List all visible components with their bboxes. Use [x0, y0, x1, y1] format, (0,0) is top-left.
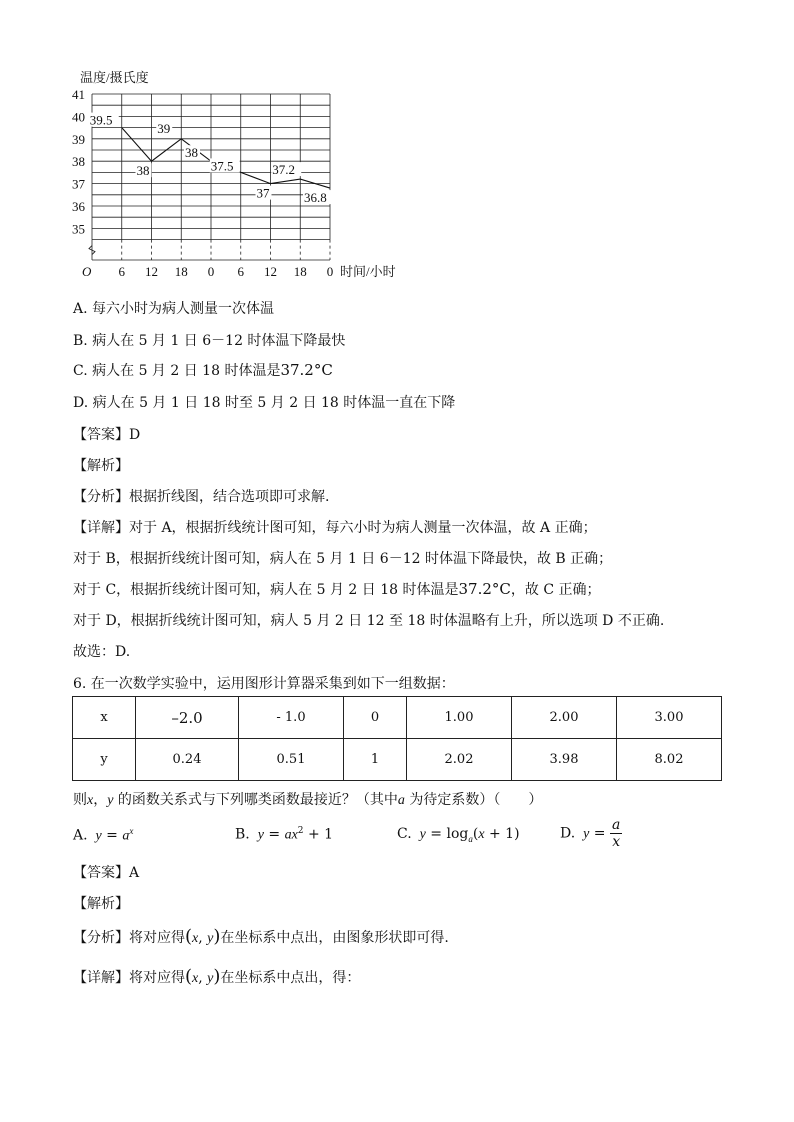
table-cell: 8.02 — [617, 739, 722, 781]
q5-detail-4: 对于 D，根据折线统计图可知，病人 5 月 2 日 12 至 18 时体温略有上升，所以选项 D 不正确. — [73, 613, 665, 629]
q6-analysis-post: 在坐标系中点出，由图象形状即可得. — [220, 930, 449, 946]
table-row-label: y — [73, 739, 136, 781]
data-label: 36.8 — [304, 190, 327, 206]
q5-answer: 【答案】D — [73, 427, 141, 443]
table-cell: 2.02 — [407, 739, 512, 781]
y-tick-label: 37 — [72, 176, 85, 192]
q6-detail-post: 在坐标系中点出，得： — [220, 970, 361, 986]
x-tick-label: 6 — [118, 264, 125, 279]
x-tick-label: 18 — [293, 264, 307, 279]
q6-options — [73, 817, 733, 856]
option-label: B. — [235, 826, 250, 843]
data-label: 37 — [256, 185, 270, 201]
q5-option-c-value: 37.2°C — [280, 361, 333, 379]
option-label: C. — [397, 826, 412, 842]
q5-option-d: D. 病人在 5 月 1 日 18 时至 5 月 2 日 18 时体温一直在下降 — [73, 395, 456, 411]
q6-question — [73, 789, 542, 809]
x-tick-label: 0 — [326, 264, 334, 279]
x-axis-label: 时间/小时 — [340, 264, 396, 279]
q5-detail-3 — [73, 579, 601, 599]
q6-jiexi-heading: 【解析】 — [73, 896, 129, 912]
table-cell: 3.00 — [617, 697, 722, 739]
q5-option-a: A. 每六小时为病人测量一次体温 — [73, 301, 275, 317]
q6-option-b: B. $y = ax^2 + 1$ — [235, 826, 334, 843]
y-tick-label: 39 — [72, 131, 85, 147]
q6-option-d: D. y = $\frac{a}{x}$ — [560, 817, 621, 850]
table-row-y — [73, 739, 722, 781]
x-tick-label: 6 — [237, 264, 244, 279]
y-tick-label: 38 — [72, 154, 85, 170]
q6-question-mid: 的函数关系式与下列哪类函数最接近？（其中 — [113, 792, 398, 808]
table-cell: –2.0 — [136, 697, 239, 739]
data-label: 38 — [185, 145, 198, 161]
data-label: 39 — [157, 120, 171, 136]
fraction-a-over-x: $\frac{a}{x}$ — [612, 817, 621, 850]
q6-question-pre: 则 — [73, 792, 87, 808]
table-cell: 3.98 — [512, 739, 617, 781]
table-cell: 0.51 — [239, 739, 344, 781]
q6-option-c: C. $y = \log_a(x + 1)$ — [397, 826, 520, 844]
x-tick-label: 12 — [264, 264, 277, 279]
table-cell: - 1.0 — [239, 697, 344, 739]
q5-choice: 故选：D. — [73, 644, 131, 660]
x-tick-label: 12 — [145, 264, 158, 279]
q5-detail-3-post: ，故 C 正确； — [510, 582, 601, 598]
table-cell: 1 — [344, 739, 407, 781]
y-tick-label: 36 — [72, 199, 85, 214]
table-row-x — [73, 697, 722, 739]
x-tick-label: 0 — [207, 264, 215, 279]
q6-analysis-pre: 【分析】将对应得 — [73, 930, 185, 946]
table-cell: 0.24 — [136, 739, 239, 781]
q6-option-a: A. $y = a^x$ — [73, 826, 134, 844]
option-label: A. — [73, 827, 88, 844]
data-label: 37.2 — [272, 162, 295, 178]
x-axis-ticks — [119, 264, 334, 279]
q6-detail: 【详解】将对应得(x, y)在坐标系中点出，得： — [73, 966, 361, 987]
q6-data-table — [72, 696, 722, 781]
q5-detail-3-pre: 对于 C，根据折线统计图可知，病人在 5 月 2 日 18 时体温是 — [73, 582, 459, 598]
option-label: D. — [560, 825, 576, 842]
data-label: 38 — [136, 163, 150, 179]
var-y: y — [107, 793, 114, 808]
q6-question-sep: ， — [93, 792, 108, 808]
q5-option-c — [73, 360, 333, 380]
table-cell: 1.00 — [407, 697, 512, 739]
origin-label: O — [82, 264, 92, 279]
y-axis-ticks — [72, 87, 86, 236]
table-cell: 2.00 — [512, 697, 617, 739]
table-cell: 0 — [344, 697, 407, 739]
y-tick-label: 41 — [72, 87, 85, 102]
q5-option-b: B. 病人在 5 月 1 日 6－12 时体温下降最快 — [73, 333, 346, 349]
q5-detail-3-value: 37.2°C — [458, 580, 511, 598]
var-a: a — [397, 793, 405, 808]
q5-jiexi-heading: 【解析】 — [73, 458, 129, 474]
y-tick-label: 40 — [72, 109, 85, 125]
table-row-label: x — [73, 697, 136, 739]
q6-detail-pre: 【详解】将对应得 — [73, 970, 185, 986]
q6-answer: 【答案】A — [73, 865, 140, 881]
q6-question-post: 为待定系数）（ ） — [404, 792, 543, 808]
data-label: 37.5 — [210, 158, 234, 174]
var-x: x — [87, 793, 94, 808]
q5-analysis: 【分析】根据折线图，结合选项即可求解. — [73, 489, 330, 505]
y-axis-label: 温度/摄氏度 — [80, 70, 149, 85]
data-label: 39.5 — [89, 112, 113, 128]
q5-detail-2: 对于 B，根据折线统计图可知，病人在 5 月 1 日 6－12 时体温下降最快，故 B 正确； — [73, 551, 613, 567]
q5-detail-1: 【详解】对于 A，根据折线统计图可知，每六小时为病人测量一次体温，故 A 正确； — [73, 520, 597, 536]
y-tick-label: 35 — [72, 221, 85, 237]
q6-analysis: 【分析】将对应得(x, y)在坐标系中点出，由图象形状即可得. — [73, 926, 449, 947]
temperature-line-chart — [70, 68, 410, 283]
q5-option-c-text: C. 病人在 5 月 2 日 18 时体温是 — [73, 363, 281, 379]
x-tick-label: 18 — [174, 264, 188, 279]
q6-stem: 6. 在一次数学实验中，运用图形计算器采集到如下一组数据： — [73, 676, 455, 692]
